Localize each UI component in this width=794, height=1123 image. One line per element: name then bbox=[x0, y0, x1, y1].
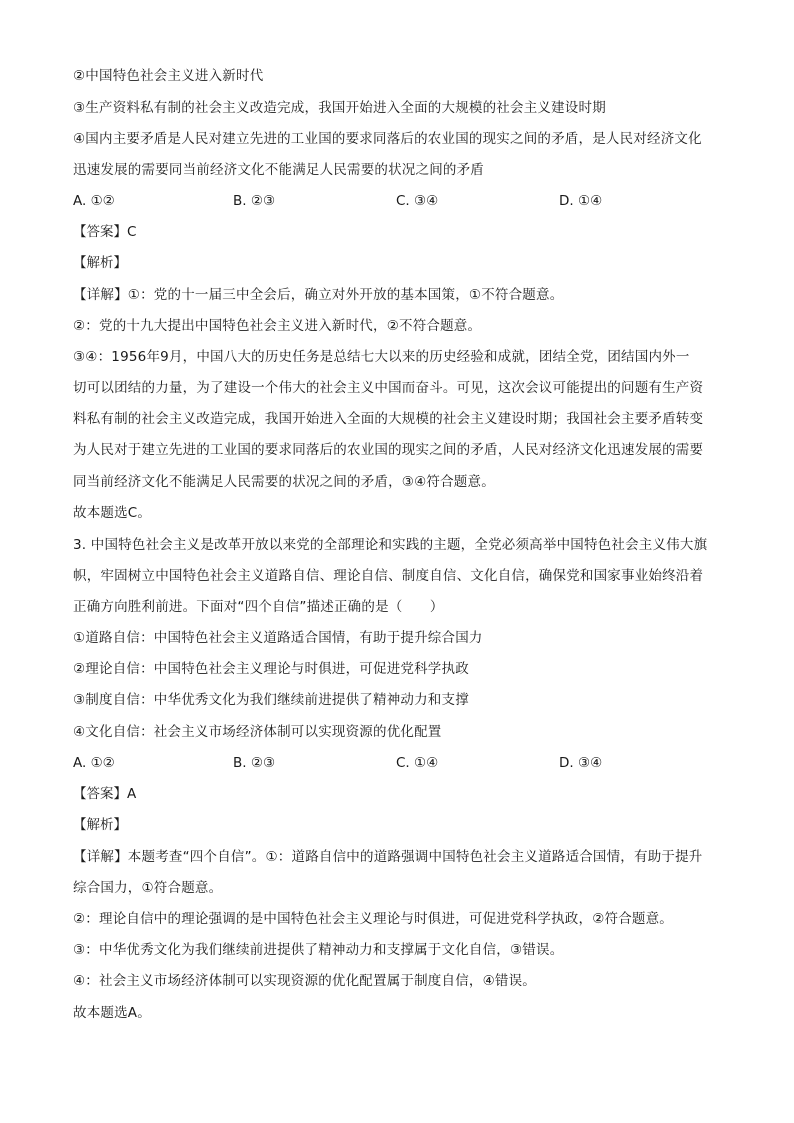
q3-statement-4: ④文化自信：社会主义市场经济体制可以实现资源的优化配置 bbox=[73, 724, 442, 740]
q3-stem-line2: 帜，牢固树立中国特色社会主义道路自信、理论自信、制度自信、文化自信，确保党和国家事业始终沿着 bbox=[73, 568, 704, 584]
q2-statement-2: ②中国特色社会主义进入新时代 bbox=[73, 68, 264, 84]
q2-detail-3-line2: 切可以团结的力量，为了建设一个伟大的社会主义中国而奋斗。可见，这次会议可能提出的问题有生产资 bbox=[73, 380, 704, 396]
q2-detail-1: 【详解】①：党的十一届三中全会后，确立对外开放的基本国策，①不符合题意。 bbox=[73, 287, 564, 303]
q2-detail-2: ②：党的十九大提出中国特色社会主义进入新时代，②不符合题意。 bbox=[73, 318, 482, 334]
q3-answer: 【答案】A bbox=[73, 786, 137, 802]
q3-detail-4: ④：社会主义市场经济体制可以实现资源的优化配置属于制度自信，④错误。 bbox=[73, 973, 537, 989]
q3-conclusion: 故本题选A。 bbox=[73, 1005, 151, 1021]
q2-detail-3-line1: ③④：1956年9月，中国八大的历史任务是总结七大以来的历史经验和成就，团结全党，团结国内外一 bbox=[73, 349, 690, 365]
q3-option-b: B. ②③ bbox=[233, 755, 276, 771]
q3-statement-3: ③制度自信：中华优秀文化为我们继续前进提供了精神动力和支撑 bbox=[73, 692, 469, 708]
q3-option-a: A. ①② bbox=[73, 755, 115, 771]
q3-statement-2: ②理论自信：中国特色社会主义理论与时俱进，可促进党科学执政 bbox=[73, 661, 469, 677]
q3-options bbox=[73, 753, 733, 773]
q3-analysis-label: 【解析】 bbox=[73, 817, 127, 833]
q3-stem-line3: 正确方向胜利前进。下面对“四个自信”描述正确的是（ ） bbox=[73, 599, 444, 615]
q2-detail-3-line5: 同当前经济文化不能满足人民需要的状况之间的矛盾，③④符合题意。 bbox=[73, 474, 495, 490]
q3-detail-1-line2: 综合国力，①符合题意。 bbox=[73, 880, 223, 896]
q2-option-d: D. ①④ bbox=[559, 193, 603, 209]
q2-statement-4-line2: 迅速发展的需要同当前经济文化不能满足人民需要的状况之间的矛盾 bbox=[73, 162, 484, 178]
q2-detail-3-line4: 为人民对于建立先进的工业国的要求同落后的农业国的现实之间的矛盾，人民对经济文化迅速发展的需要 bbox=[73, 442, 704, 458]
q2-detail-3-line3: 料私有制的社会主义改造完成，我国开始进入全面的大规模的社会主义建设时期；我国社会主要矛盾转变 bbox=[73, 411, 704, 427]
q2-analysis-label: 【解析】 bbox=[73, 255, 127, 271]
q2-option-b: B. ②③ bbox=[233, 193, 276, 209]
q3-stem-line1: 3. 中国特色社会主义是改革开放以来党的全部理论和实践的主题，全党必须高举中国特色社会主义伟大旗 bbox=[73, 537, 708, 553]
q3-option-c: C. ①④ bbox=[396, 755, 439, 771]
q2-options bbox=[73, 191, 733, 211]
q2-option-a: A. ①② bbox=[73, 193, 115, 209]
q3-detail-3: ③：中华优秀文化为我们继续前进提供了精神动力和支撑属于文化自信，③错误。 bbox=[73, 942, 564, 958]
q2-conclusion: 故本题选C。 bbox=[73, 505, 152, 521]
q3-detail-1-line1: 【详解】本题考查“四个自信”。①：道路自信中的道路强调中国特色社会主义道路适合国情，有助于提升 bbox=[73, 849, 703, 865]
q2-answer: 【答案】C bbox=[73, 224, 137, 240]
q2-statement-4-line1: ④国内主要矛盾是人民对建立先进的工业国的要求同落后的农业国的现实之间的矛盾，是人民对经济文化 bbox=[73, 131, 702, 147]
q3-detail-2: ②：理论自信中的理论强调的是中国特色社会主义理论与时俱进，可促进党科学执政，②符合题意。 bbox=[73, 911, 674, 927]
q3-option-d: D. ③④ bbox=[559, 755, 603, 771]
q2-statement-3: ③生产资料私有制的社会主义改造完成，我国开始进入全面的大规模的社会主义建设时期 bbox=[73, 100, 606, 116]
q2-option-c: C. ③④ bbox=[396, 193, 439, 209]
q3-statement-1: ①道路自信：中国特色社会主义道路适合国情，有助于提升综合国力 bbox=[73, 630, 483, 646]
